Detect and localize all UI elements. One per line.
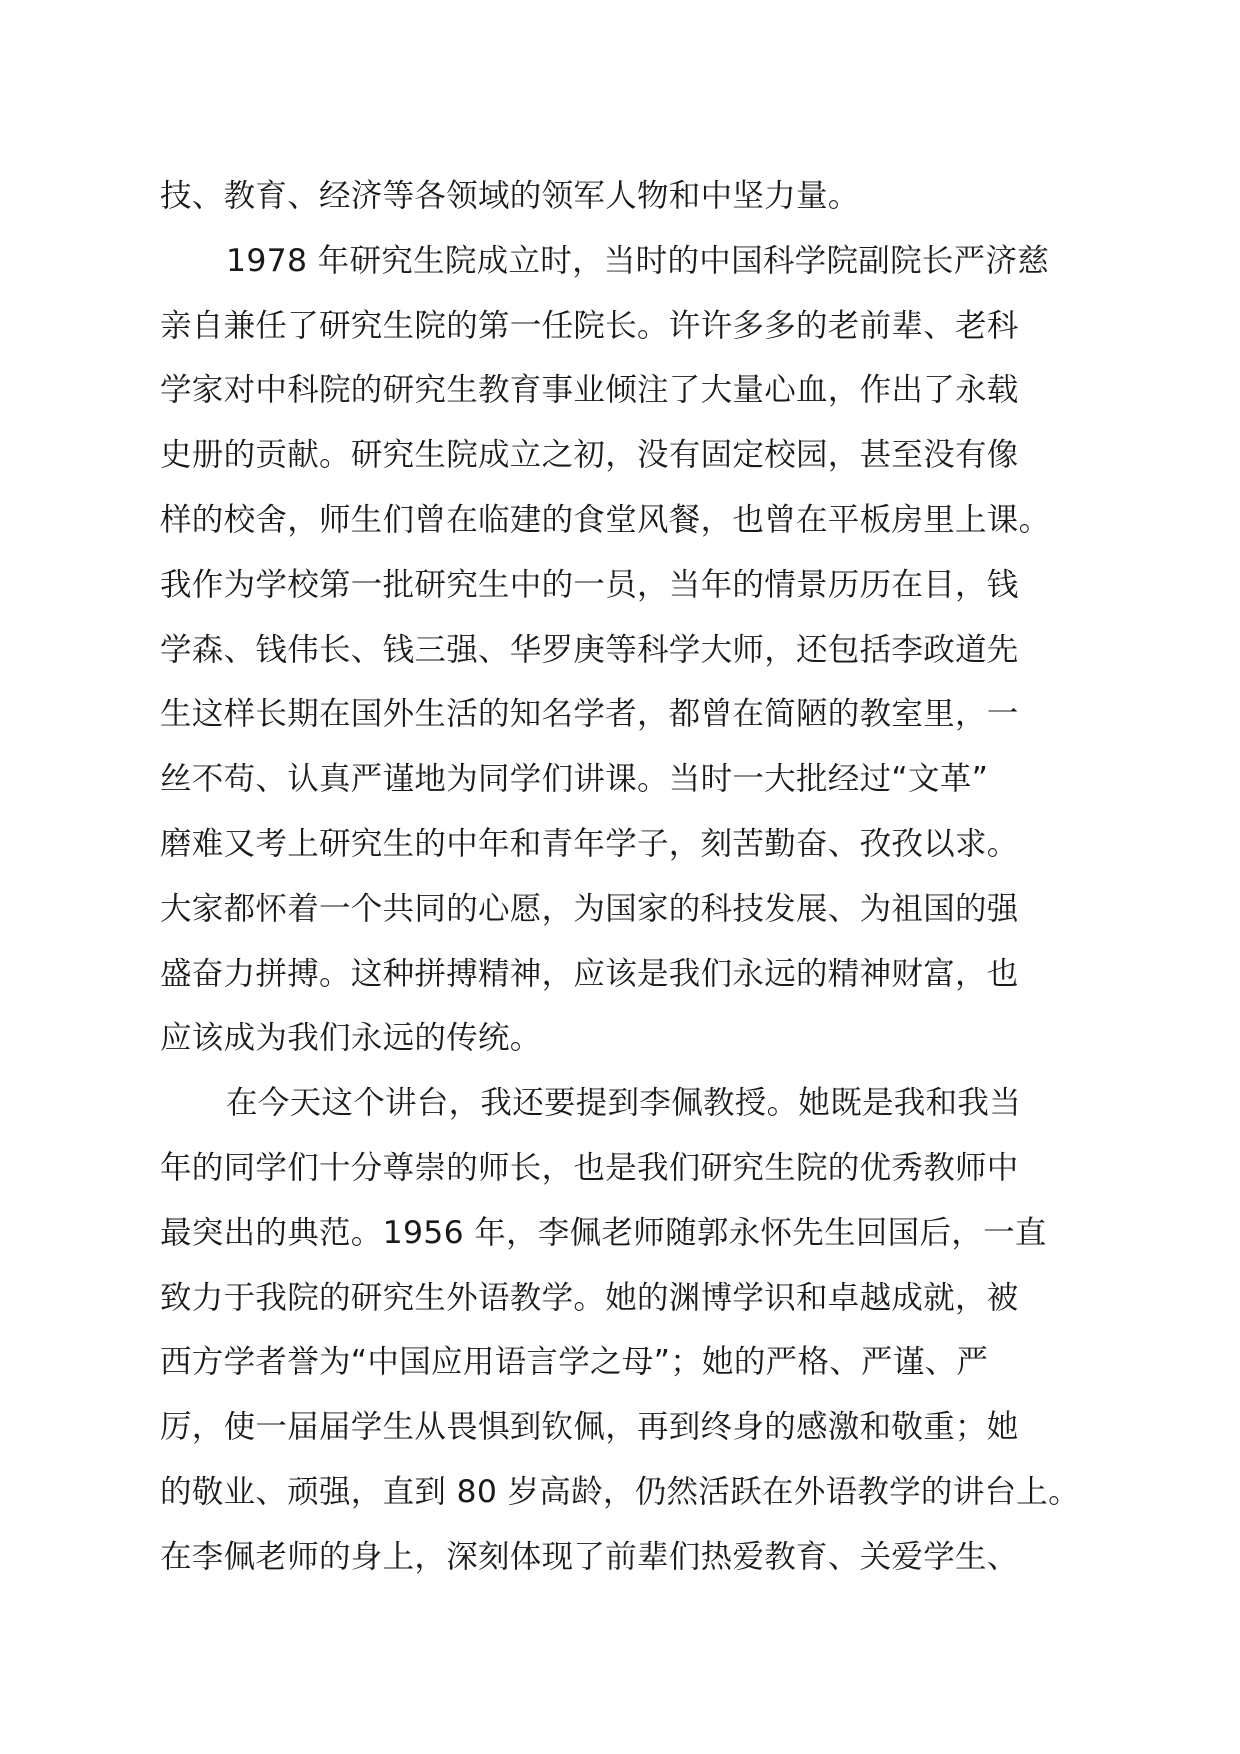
body-text	[160, 164, 1120, 1590]
text-line: 我作为学校第一批研究生中的一员，当年的情景历历在目，钱	[160, 566, 1019, 603]
text-line: 的敬业、顽强，直到 80 岁高龄，仍然活跃在外语教学的讲台上。	[160, 1473, 1080, 1510]
text-line: 亲自兼任了研究生院的第一任院长。许许多多的老前辈、老科	[160, 307, 1019, 344]
text-line: 学森、钱伟长、钱三强、华罗庚等科学大师，还包括李政道先	[160, 631, 1019, 668]
text-line: 年的同学们十分尊崇的师长，也是我们研究生院的优秀教师中	[160, 1149, 1019, 1186]
text-line: 在今天这个讲台，我还要提到李佩教授。她既是我和我当	[226, 1085, 1022, 1122]
text-line: 致力于我院的研究生外语教学。她的渊博学识和卓越成就，被	[160, 1279, 1019, 1316]
text-line: 最突出的典范。1956 年，李佩老师随郭永怀先生回国后，一直	[160, 1214, 1047, 1251]
text-line: 史册的贡献。研究生院成立之初，没有固定校园，甚至没有像	[160, 437, 1019, 474]
text-line: 盛奋力拼搏。这种拼搏精神，应该是我们永远的精神财富，也	[160, 955, 1019, 992]
text-line: 学家对中科院的研究生教育事业倾注了大量心血，作出了永载	[160, 372, 1019, 409]
text-line: 丝不苟、认真严谨地为同学们讲课。当时一大批经过“文革”	[160, 761, 989, 798]
text-line: 样的校舍，师生们曾在临建的食堂风餐，也曾在平板房里上课。	[160, 501, 1051, 538]
text-line: 应该成为我们永远的传统。	[160, 1020, 542, 1057]
text-line: 大家都怀着一个共同的心愿，为国家的科技发展、为祖国的强	[160, 890, 1019, 927]
text-line: 生这样长期在国外生活的知名学者，都曾在简陋的教室里，一	[160, 696, 1019, 733]
text-line: 在李佩老师的身上，深刻体现了前辈们热爱教育、关爱学生、	[160, 1538, 1019, 1575]
text-line: 厉，使一届届学生从畏惧到钦佩，再到终身的感激和敬重；她	[160, 1409, 1019, 1446]
text-line: 西方学者誉为“中国应用语言学之母”；她的严格、严谨、严	[160, 1344, 989, 1381]
text-line: 磨难又考上研究生的中年和青年学子，刻苦勤奋、孜孜以求。	[160, 825, 1019, 862]
text-line: 技、教育、经济等各领域的领军人物和中坚力量。	[160, 178, 860, 214]
text-line: 1978 年研究生院成立时，当时的中国科学院副院长严济慈	[226, 242, 1050, 279]
